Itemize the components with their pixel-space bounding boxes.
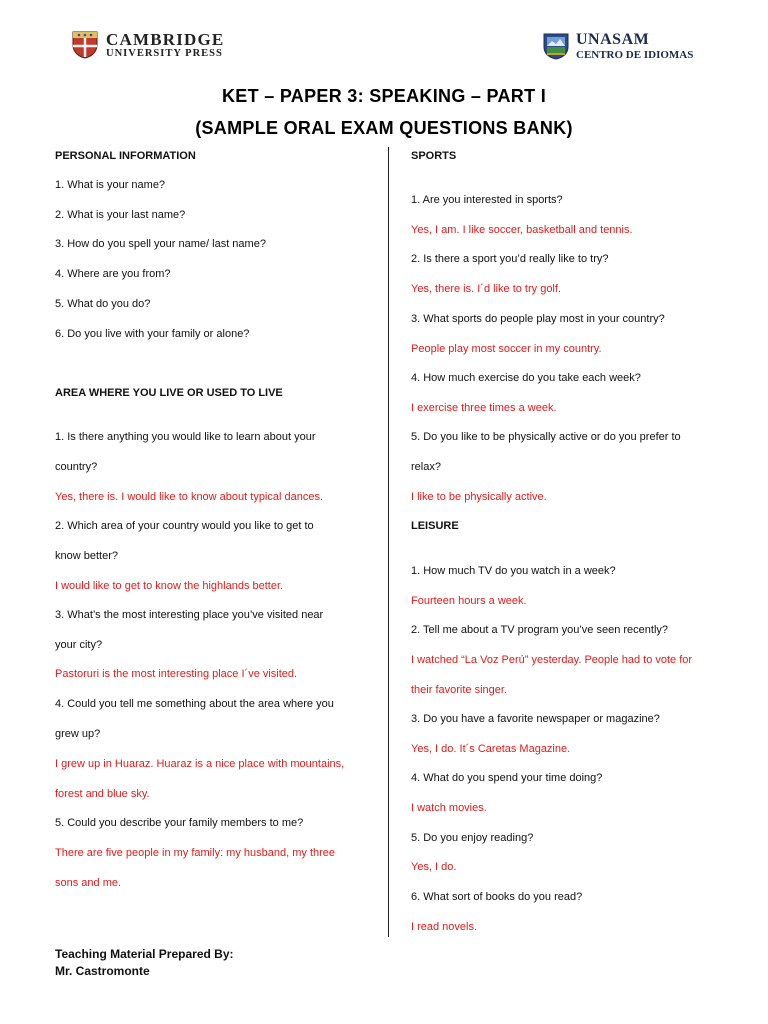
sample-answer: There are five people in my family: my husband, my three: [55, 847, 336, 859]
question-line: 2. Tell me about a TV program you’ve seen recently?: [411, 624, 669, 636]
question-line: 4. How much exercise do you take each week?: [411, 372, 641, 384]
question-line: 2. Which area of your country would you like to get to: [55, 520, 314, 532]
question-line: 1. What is your name?: [55, 179, 166, 191]
column-divider: [388, 147, 389, 937]
sample-answer: Yes, I am. I like soccer, basketball and tennis.: [411, 224, 633, 236]
question-line: relax?: [411, 461, 441, 473]
sample-answer: People play most soccer in my country.: [411, 343, 602, 355]
page-subtitle: (SAMPLE ORAL EXAM QUESTIONS BANK): [195, 118, 573, 138]
cambridge-logo-title: CAMBRIDGE: [106, 29, 225, 49]
page-title: KET – PAPER 3: SPEAKING – PART I: [222, 86, 546, 106]
sample-answer: I like to be physically active.: [411, 491, 547, 503]
sample-answer: I watched “La Voz Perú” yesterday. People had to vote for: [411, 654, 693, 666]
footer-label: Teaching Material Prepared By:: [55, 947, 234, 961]
sample-answer: Pastoruri is the most interesting place I´ve visited.: [55, 668, 298, 680]
question-line: 3. Do you have a favorite newspaper or magazine?: [411, 713, 660, 725]
sample-answer: I read novels.: [411, 921, 478, 933]
footer: [55, 946, 234, 980]
sample-answer: Yes, I do.: [411, 861, 457, 873]
question-line: 5. Could you describe your family members to me?: [55, 817, 304, 829]
question-line: grew up?: [55, 728, 101, 740]
question-line: country?: [55, 461, 98, 473]
question-line: 6. What sort of books do you read?: [411, 891, 583, 903]
section-heading: AREA WHERE YOU LIVE OR USED TO LIVE: [55, 387, 283, 399]
sample-answer: their favorite singer.: [411, 684, 507, 696]
sample-answer: Fourteen hours a week.: [411, 595, 527, 607]
question-line: 3. How do you spell your name/ last name?: [55, 238, 266, 250]
question-line: 1. How much TV do you watch in a week?: [411, 565, 616, 577]
question-line: 4. Could you tell me something about the area where you: [55, 698, 334, 710]
question-line: 5. Do you enjoy reading?: [411, 832, 534, 844]
cambridge-logo: [72, 30, 224, 60]
unasam-logo-title: UNASAM: [576, 30, 650, 48]
cambridge-logo-subtitle: UNIVERSITY PRESS: [106, 47, 223, 59]
sample-answer: I grew up in Huaraz. Huaraz is a nice place with mountains,: [55, 758, 345, 770]
question-line: 5. Do you like to be physically active or do you prefer to: [411, 431, 681, 443]
question-line: 1. Is there anything you would like to learn about your: [55, 431, 316, 443]
sample-answer: sons and me.: [55, 877, 122, 889]
unasam-shield-icon: [542, 32, 570, 60]
question-line: 4. Where are you from?: [55, 268, 171, 280]
question-line: 4. What do you spend your time doing?: [411, 772, 603, 784]
sample-answer: I exercise three times a week.: [411, 402, 557, 414]
unasam-logo-subtitle: CENTRO DE IDIOMAS: [576, 48, 694, 61]
question-line: 6. Do you live with your family or alone?: [55, 328, 250, 340]
question-line: 5. What do you do?: [55, 298, 151, 310]
question-line: your city?: [55, 639, 103, 651]
question-line: 1. Are you interested in sports?: [411, 194, 563, 206]
sample-answer: forest and blue sky.: [55, 788, 150, 800]
section-heading: LEISURE: [411, 520, 459, 532]
sample-answer: I would like to get to know the highlands better.: [55, 580, 284, 592]
section-heading: SPORTS: [411, 150, 457, 162]
sample-answer: Yes, there is. I´d like to try golf.: [411, 283, 561, 295]
sample-answer: Yes, there is. I would like to know about typical dances.: [55, 491, 324, 503]
section-heading: PERSONAL INFORMATION: [55, 150, 196, 162]
question-line: 2. What is your last name?: [55, 209, 186, 221]
question-line: know better?: [55, 550, 118, 562]
question-line: 3. What sports do people play most in your country?: [411, 313, 665, 325]
footer-author: Mr. Castromonte: [55, 964, 150, 978]
unasam-logo: [542, 31, 693, 61]
question-line: 2. Is there a sport you’d really like to try?: [411, 253, 609, 265]
cambridge-shield-icon: [72, 31, 98, 59]
sample-answer: I watch movies.: [411, 802, 487, 814]
question-line: 3. What’s the most interesting place you’ve visited near: [55, 609, 324, 621]
sample-answer: Yes, I do. It´s Caretas Magazine.: [411, 743, 571, 755]
